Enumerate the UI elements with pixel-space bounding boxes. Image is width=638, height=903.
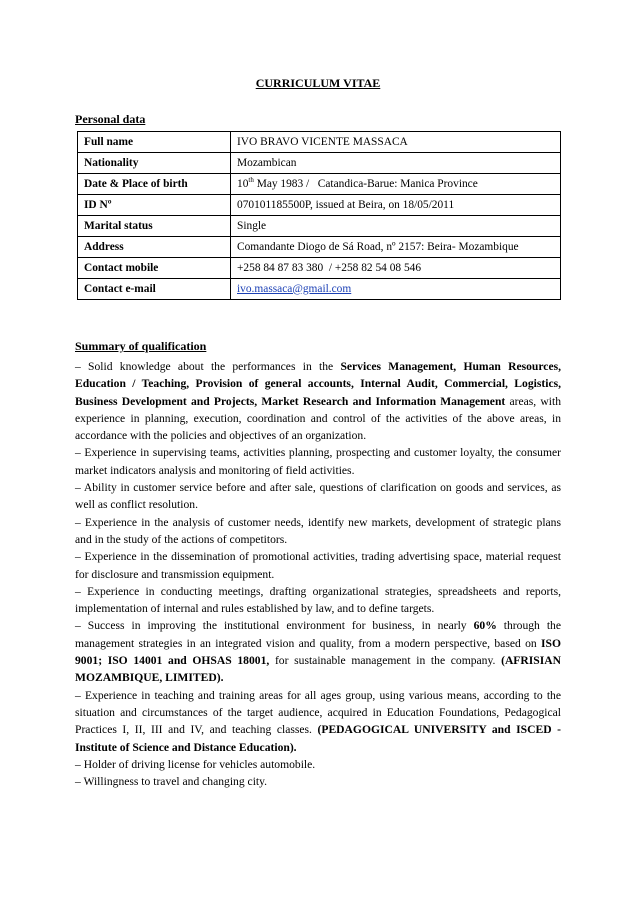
summary-paragraph: – Experience in supervising teams, activities planning, prospecting and customer loyalty, the consumer market indicators analysis and monitoring of field activities. xyxy=(75,446,561,477)
bold-run: 60% xyxy=(473,619,497,633)
bold-run: Services Management, Human Resources, Education / Teaching, Provision of general accounts, Internal Audit, Commercial, Logistics, Business Development and Projects, Market Research and Information Management xyxy=(75,360,562,408)
table-row xyxy=(78,216,561,237)
document-title: CURRICULUM VITAE xyxy=(255,76,381,90)
birth-day-suffix: th xyxy=(248,175,254,184)
table-row xyxy=(78,258,561,279)
full-name-label: Full name xyxy=(78,132,231,153)
table-row xyxy=(78,174,561,195)
birth-day: 10 xyxy=(237,177,249,190)
table-row xyxy=(78,237,561,258)
text-run: areas, with experience in planning, execution, coordination and control of the activities of the above areas, in accordance with the policies and objectives of an organization. xyxy=(75,394,561,443)
contact-mobile-label: Contact mobile xyxy=(78,258,231,279)
email-link[interactable]: ivo.massaca@gmail.com xyxy=(237,282,352,295)
text-run: through the management strategies in an integrated vision and quality, from a modern perspective, based on xyxy=(75,619,561,650)
text-run: for sustainable management in the company. xyxy=(269,654,502,668)
full-name-value: IVO BRAVO VICENTE MASSACA xyxy=(231,132,561,153)
address-value: Comandante Diogo de Sá Road, nº 2157: Beira- Mozambique xyxy=(231,237,561,258)
birth-value xyxy=(231,174,561,195)
summary-paragraph: – Willingness to travel and changing city. xyxy=(75,775,268,789)
bold-run: (AFRISIAN MOZAMBIQUE, LIMITED). xyxy=(75,654,561,685)
summary-body xyxy=(75,358,561,790)
marital-status-value: Single xyxy=(231,216,561,237)
id-value: 070101185500P, issued at Beira, on 18/05/2011 xyxy=(231,195,561,216)
summary-paragraph: – Holder of driving license for vehicles automobile. xyxy=(75,757,316,771)
text-run: – Experience in teaching and training areas for all ages group, using various means, according to the situation and circumstances of the target audience, acquired in Education Foundations, Pedagogical Practices I, II, III and IV, and teaching classes. xyxy=(75,688,561,737)
text-run: – Solid knowledge about the performances in the xyxy=(75,360,341,373)
summary-paragraph: – Experience in conducting meetings, drafting organizational strategies, spreadsheets and reports, implementation of internal and rules established by law, and to define targets. xyxy=(75,584,561,616)
marital-status-label: Marital status xyxy=(78,216,231,237)
summary-paragraph: – Experience in the dissemination of promotional activities, trading advertising space, material request for disclosure and transmission equipment. xyxy=(75,550,561,581)
birth-rest: May 1983 / Catandica-Barue: Manica Province xyxy=(253,177,478,190)
nationality-label: Nationality xyxy=(78,153,231,174)
contact-mobile-value: +258 84 87 83 380 / +258 82 54 08 546 xyxy=(231,258,561,279)
table-row xyxy=(78,279,561,300)
personal-data-heading: Personal data xyxy=(75,112,146,126)
personal-data-table xyxy=(77,131,561,300)
text-run: – Success in improving the institutional environment for business, in nearly xyxy=(75,619,474,633)
contact-email-cell xyxy=(231,279,561,300)
summary-paragraph xyxy=(75,687,561,756)
bold-run: (PEDAGOGICAL UNIVERSITY and ISCED - Institute of Science and Distance Education). xyxy=(75,723,562,754)
summary-paragraph xyxy=(75,358,561,444)
table-row xyxy=(78,132,561,153)
summary-heading: Summary of qualification xyxy=(75,339,207,353)
id-label: ID Nº xyxy=(78,195,231,216)
summary-paragraph: – Ability in customer service before and after sale, questions of clarification on goods and services, as well as conflict resolution. xyxy=(75,481,561,512)
table-row xyxy=(78,153,561,174)
nationality-value: Mozambican xyxy=(231,153,561,174)
address-label: Address xyxy=(78,237,231,258)
summary-paragraph: – Experience in the analysis of customer needs, identify new markets, development of strategic plans and in the study of the actions of competitors. xyxy=(75,515,561,546)
bold-run: ISO 9001; ISO 14001 and OHSAS 18001, xyxy=(75,636,561,668)
summary-paragraph xyxy=(75,617,561,686)
birth-label: Date & Place of birth xyxy=(78,174,231,195)
table-row xyxy=(78,195,561,216)
contact-email-label: Contact e-mail xyxy=(78,279,231,300)
